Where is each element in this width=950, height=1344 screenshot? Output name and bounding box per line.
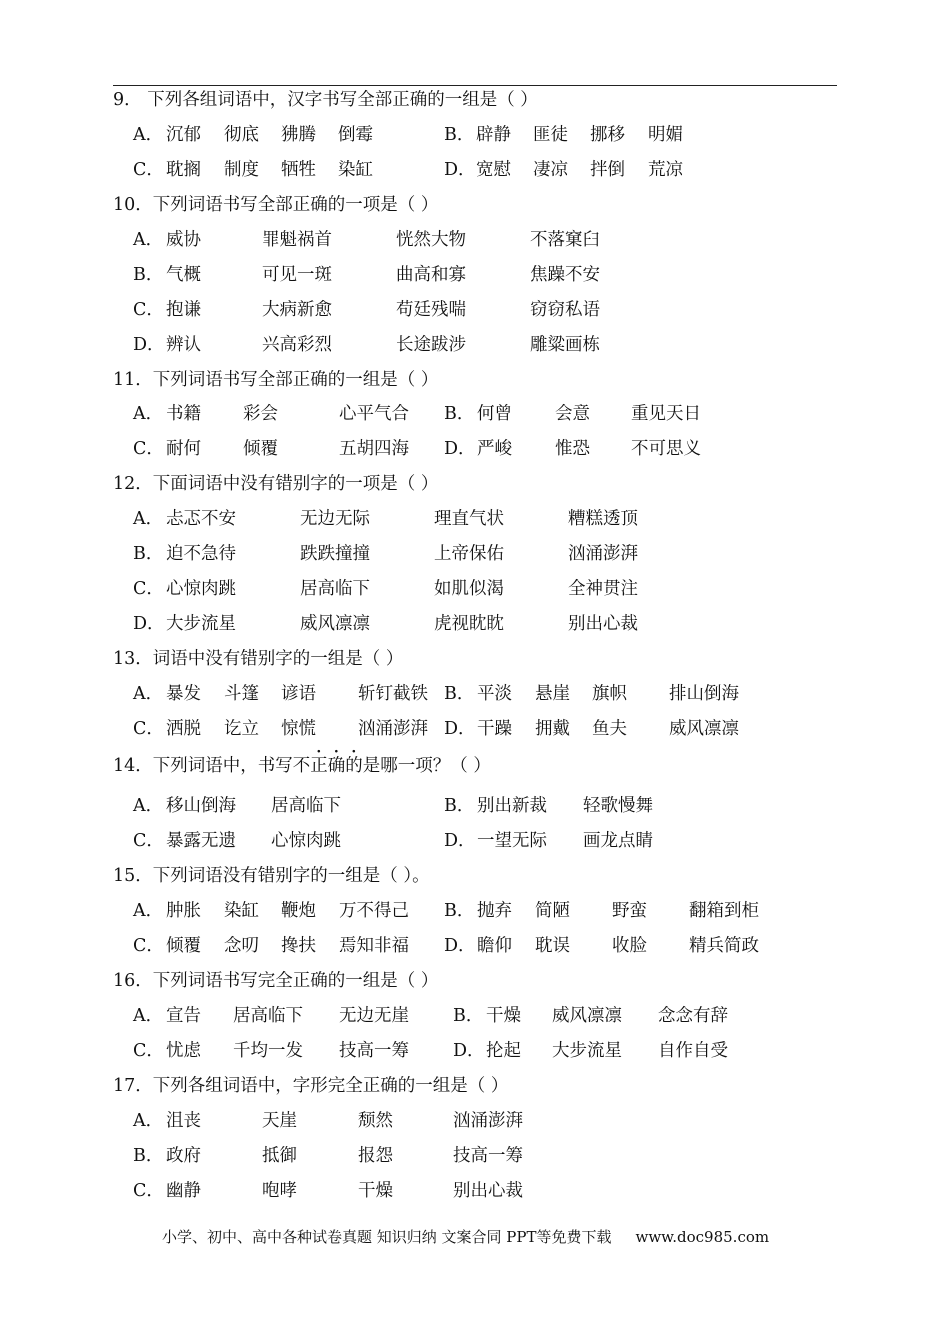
- q9-option-a-label: A．: [133, 125, 164, 145]
- q14-b-word-2: 轻歌慢舞: [583, 796, 653, 816]
- q16-a-word-3: 无边无崖: [339, 1006, 409, 1026]
- question-11-stem: 11．下列词语书写全部正确的一组是（ ）: [113, 370, 439, 390]
- q9-b-word-2: 匪徒: [533, 125, 568, 145]
- q15-b-word-4: 翻箱到柜: [689, 901, 759, 921]
- q17-c-word-2: 咆哮: [262, 1181, 297, 1201]
- question-10-stem: 10．下列词语书写全部正确的一项是（ ）: [113, 195, 439, 215]
- q9-d-word-3: 拌倒: [590, 160, 625, 180]
- q16-a-word-2: 居高临下: [233, 1006, 303, 1026]
- q16-a-word-1: 宣告: [166, 1006, 201, 1026]
- q17-option-b-label: B．: [133, 1146, 164, 1166]
- q15-d-word-2: 耽误: [535, 936, 570, 956]
- q10-c-word-3: 苟廷残喘: [396, 300, 466, 320]
- q10-a-word-4: 不落窠臼: [530, 230, 600, 250]
- q12-a-word-4: 糟糕透顶: [568, 509, 638, 529]
- q13-b-word-3: 旗帜: [592, 684, 627, 704]
- q9-d-word-2: 凄凉: [533, 160, 568, 180]
- q13-option-d-label: D．: [444, 719, 476, 739]
- q14-option-d-label: D．: [444, 831, 476, 851]
- q13-d-word-4: 威风凛凛: [669, 719, 739, 739]
- q16-option-d-label: D．: [453, 1041, 485, 1061]
- q11-a-word-3: 心平气合: [339, 404, 409, 424]
- emphasis-dots: · · ·: [316, 744, 357, 760]
- q16-option-c-label: C．: [133, 1041, 164, 1061]
- q17-a-word-4: 汹涌澎湃: [453, 1111, 523, 1131]
- question-12-stem: 12．下面词语中没有错别字的一项是（ ）: [113, 474, 439, 494]
- q15-option-c-label: C．: [133, 936, 164, 956]
- q14-option-a-label: A．: [133, 796, 164, 816]
- q10-option-d-label: D．: [133, 335, 165, 355]
- q10-option-b-label: B．: [133, 265, 164, 285]
- q11-c-word-1: 耐何: [166, 439, 201, 459]
- q10-c-word-1: 抱谦: [166, 300, 201, 320]
- q12-c-word-1: 心惊肉跳: [166, 579, 236, 599]
- q15-a-word-1: 肿胀: [166, 901, 201, 921]
- q15-option-a-label: A．: [133, 901, 164, 921]
- q17-b-word-4: 技高一筹: [453, 1146, 523, 1166]
- q17-b-word-3: 报怨: [358, 1146, 393, 1166]
- q10-d-word-1: 辨认: [166, 335, 201, 355]
- q15-b-word-1: 抛弃: [477, 901, 512, 921]
- q14-d-word-2: 画龙点睛: [583, 831, 653, 851]
- page-footer: [162, 1227, 769, 1247]
- q12-d-word-1: 大步流星: [166, 614, 236, 634]
- q9-c-word-2: 制度: [224, 160, 259, 180]
- q16-option-a-label: A．: [133, 1006, 164, 1026]
- q13-d-word-3: 鱼夫: [592, 719, 627, 739]
- q12-c-word-2: 居高临下: [300, 579, 370, 599]
- q17-option-c-label: C．: [133, 1181, 164, 1201]
- q17-b-word-2: 抵御: [262, 1146, 297, 1166]
- q11-option-b-label: B．: [444, 404, 475, 424]
- q15-a-word-4: 万不得己: [339, 901, 409, 921]
- q11-c-word-2: 倾覆: [243, 439, 278, 459]
- q15-d-word-1: 瞻仰: [477, 936, 512, 956]
- q9-b-word-1: 辟静: [476, 125, 511, 145]
- q10-d-word-4: 雕粱画栋: [530, 335, 600, 355]
- q12-d-word-4: 别出心裁: [568, 614, 638, 634]
- q12-a-word-1: 忐忑不安: [166, 509, 236, 529]
- q16-d-word-3: 自作自受: [658, 1041, 728, 1061]
- q12-option-a-label: A．: [133, 509, 164, 529]
- q14-d-word-1: 一望无际: [477, 831, 547, 851]
- q10-c-word-4: 窃窃私语: [530, 300, 600, 320]
- q13-a-word-1: 暴发: [166, 684, 201, 704]
- q11-d-word-1: 严峻: [477, 439, 512, 459]
- q13-option-b-label: B．: [444, 684, 475, 704]
- q9-a-word-4: 倒霉: [338, 125, 373, 145]
- q12-b-word-2: 跌跌撞撞: [300, 544, 370, 564]
- q10-b-word-1: 气概: [166, 265, 201, 285]
- q16-b-word-2: 威风凛凛: [552, 1006, 622, 1026]
- q14-a-word-1: 移山倒海: [166, 796, 236, 816]
- question-13-stem: 13．词语中没有错别字的一组是（ ）: [113, 649, 404, 669]
- q9-b-word-4: 明媚: [648, 125, 683, 145]
- q16-b-word-1: 干燥: [486, 1006, 521, 1026]
- q14-option-b-label: B．: [444, 796, 475, 816]
- q12-a-word-3: 理直气状: [434, 509, 504, 529]
- question-17-stem: 17．下列各组词语中，字形完全正确的一组是（ ）: [113, 1076, 509, 1096]
- q10-option-a-label: A．: [133, 230, 164, 250]
- q9-c-word-3: 牺牲: [281, 160, 316, 180]
- q10-d-word-2: 兴高彩烈: [262, 335, 332, 355]
- q9-option-d-label: D．: [444, 160, 476, 180]
- q14-b-word-1: 别出新裁: [477, 796, 547, 816]
- q9-c-word-4: 染缸: [338, 160, 373, 180]
- q17-c-word-4: 别出心裁: [453, 1181, 523, 1201]
- q11-a-word-2: 彩会: [243, 404, 278, 424]
- q17-a-word-3: 颓然: [358, 1111, 393, 1131]
- q10-a-word-2: 罪魁祸首: [262, 230, 332, 250]
- q12-c-word-3: 如肌似渴: [434, 579, 504, 599]
- q13-option-c-label: C．: [133, 719, 164, 739]
- q15-b-word-3: 野蛮: [612, 901, 647, 921]
- footer-url[interactable]: www.doc985.com: [635, 1228, 770, 1246]
- q9-d-word-1: 宽慰: [476, 160, 511, 180]
- q12-b-word-3: 上帝保佑: [434, 544, 504, 564]
- q17-c-word-3: 干燥: [358, 1181, 393, 1201]
- q10-option-c-label: C．: [133, 300, 164, 320]
- q15-a-word-2: 染缸: [224, 901, 259, 921]
- q9-option-c-label: C．: [133, 160, 164, 180]
- q16-option-b-label: B．: [453, 1006, 484, 1026]
- q12-d-word-2: 威风凛凛: [300, 614, 370, 634]
- q15-d-word-4: 精兵简政: [689, 936, 759, 956]
- q12-b-word-4: 汹涌澎湃: [568, 544, 638, 564]
- q11-option-c-label: C．: [133, 439, 164, 459]
- q17-a-word-1: 沮丧: [166, 1111, 201, 1131]
- q10-b-word-2: 可见一斑: [262, 265, 332, 285]
- q13-a-word-2: 斗篷: [224, 684, 259, 704]
- q9-a-word-2: 彻底: [224, 125, 259, 145]
- q12-option-d-label: D．: [133, 614, 165, 634]
- q9-a-word-1: 沉郁: [166, 125, 201, 145]
- question-14-stem: 14．下列词语中，书写不正确的是哪一项？（ ）: [113, 756, 491, 776]
- q12-d-word-3: 虎视眈眈: [434, 614, 504, 634]
- q13-c-word-2: 讫立: [224, 719, 259, 739]
- q17-c-word-1: 幽静: [166, 1181, 201, 1201]
- q16-c-word-2: 千均一发: [233, 1041, 303, 1061]
- q13-b-word-1: 平淡: [477, 684, 512, 704]
- q15-b-word-2: 简陋: [535, 901, 570, 921]
- question-9-stem: 9． 下列各组词语中，汉字书写全部正确的一组是（ ）: [113, 90, 538, 110]
- q12-c-word-4: 全神贯注: [568, 579, 638, 599]
- q14-c-word-1: 暴露无遗: [166, 831, 236, 851]
- q15-option-d-label: D．: [444, 936, 476, 956]
- q12-option-b-label: B．: [133, 544, 164, 564]
- q17-a-word-2: 天崖: [262, 1111, 297, 1131]
- q10-b-word-4: 焦躁不安: [530, 265, 600, 285]
- q11-a-word-1: 书籍: [166, 404, 201, 424]
- q13-b-word-4: 排山倒海: [669, 684, 739, 704]
- header-rule: [113, 85, 837, 86]
- question-16-stem: 16．下列词语书写完全正确的一组是（ ）: [113, 971, 439, 991]
- q16-c-word-3: 技高一筹: [339, 1041, 409, 1061]
- q16-c-word-1: 忧虑: [166, 1041, 201, 1061]
- q17-option-a-label: A．: [133, 1111, 164, 1131]
- q14-option-c-label: C．: [133, 831, 164, 851]
- q9-b-word-3: 挪移: [590, 125, 625, 145]
- q13-c-word-3: 惊慌: [281, 719, 316, 739]
- q10-b-word-3: 曲高和寡: [396, 265, 466, 285]
- q9-d-word-4: 荒凉: [648, 160, 683, 180]
- q15-d-word-3: 收脸: [612, 936, 647, 956]
- q9-option-b-label: B．: [444, 125, 475, 145]
- q13-d-word-1: 干躁: [477, 719, 512, 739]
- q15-c-word-3: 搀扶: [281, 936, 316, 956]
- q15-a-word-3: 鞭炮: [281, 901, 316, 921]
- q13-c-word-4: 汹涌澎湃: [358, 719, 428, 739]
- q11-option-a-label: A．: [133, 404, 164, 424]
- q11-b-word-3: 重见天日: [631, 404, 701, 424]
- q13-a-word-4: 斩钉截铁: [358, 684, 428, 704]
- q11-b-word-1: 何曾: [477, 404, 512, 424]
- q13-b-word-2: 悬崖: [535, 684, 570, 704]
- question-15-stem: 15．下列词语没有错别字的一组是（ ）。: [113, 866, 430, 886]
- q14-a-word-2: 居高临下: [271, 796, 341, 816]
- footer-text: 小学、初中、高中各种试卷真题 知识归纳 文案合同 PPT等免费下载: [162, 1228, 612, 1246]
- q15-c-word-2: 念叨: [224, 936, 259, 956]
- q16-d-word-1: 抡起: [486, 1041, 521, 1061]
- q11-option-d-label: D．: [444, 439, 476, 459]
- q10-a-word-3: 恍然大物: [396, 230, 466, 250]
- q17-b-word-1: 政府: [166, 1146, 201, 1166]
- q13-option-a-label: A．: [133, 684, 164, 704]
- q12-option-c-label: C．: [133, 579, 164, 599]
- q10-d-word-3: 长途跋涉: [396, 335, 466, 355]
- q15-option-b-label: B．: [444, 901, 475, 921]
- q16-b-word-3: 念念有辞: [658, 1006, 728, 1026]
- q12-a-word-2: 无边无际: [300, 509, 370, 529]
- q11-d-word-3: 不可思义: [631, 439, 701, 459]
- q15-c-word-1: 倾覆: [166, 936, 201, 956]
- q16-d-word-2: 大步流星: [552, 1041, 622, 1061]
- q13-c-word-1: 洒脱: [166, 719, 201, 739]
- q10-c-word-2: 大病新愈: [262, 300, 332, 320]
- q11-b-word-2: 会意: [555, 404, 590, 424]
- q12-b-word-1: 迫不急待: [166, 544, 236, 564]
- q15-c-word-4: 焉知非福: [339, 936, 409, 956]
- q9-c-word-1: 耽搁: [166, 160, 201, 180]
- q14-c-word-2: 心惊肉跳: [271, 831, 341, 851]
- q11-c-word-3: 五胡四海: [339, 439, 409, 459]
- q10-a-word-1: 威协: [166, 230, 201, 250]
- q9-a-word-3: 狒腾: [281, 125, 316, 145]
- q11-d-word-2: 惟恐: [555, 439, 590, 459]
- q13-a-word-3: 谚语: [281, 684, 316, 704]
- q13-d-word-2: 拥戴: [535, 719, 570, 739]
